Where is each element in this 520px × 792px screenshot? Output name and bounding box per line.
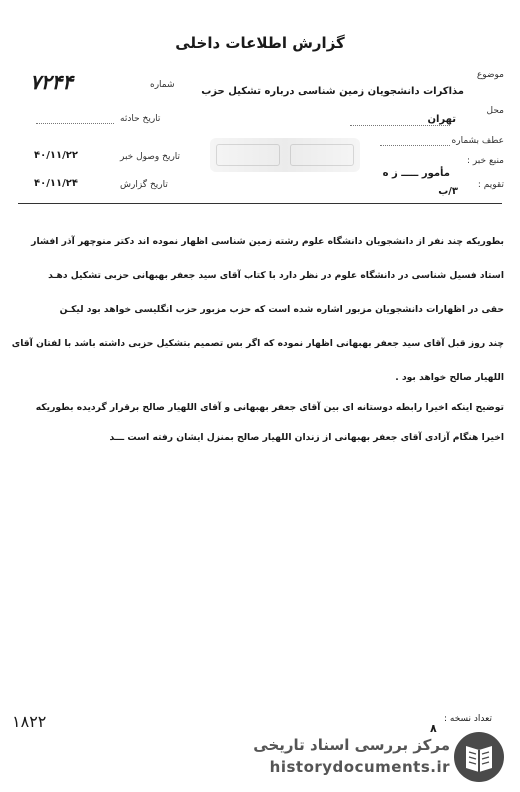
location-dots xyxy=(350,124,450,126)
margin-number: ۱۸۲۲ xyxy=(12,712,47,731)
reference-label: عطف بشماره xyxy=(451,136,504,146)
subject-label: موضوع xyxy=(476,70,504,80)
header-divider xyxy=(18,203,502,204)
subject-value: مذاکرات دانشجویان زمین شناسی درباره تشکیل حزب xyxy=(201,86,464,97)
source-label: منبع خبر : xyxy=(466,156,504,166)
number-label: شماره xyxy=(150,80,175,90)
body-line: توضیح اینکه اخیرا رابطه دوستانه ای بین آقای جعفر بهبهانی و آقای اللهیار صالح برقرار گردیده بطوریکه xyxy=(35,402,504,413)
watermark-title: مرکز بررسی اسناد تاریخی xyxy=(253,736,450,754)
evaluation-label: تقویم : xyxy=(477,180,504,190)
event-date-dots xyxy=(36,122,114,124)
body-line: استاد فسیل شناسی در دانشگاه علوم در نظر دارد با کتاب آقای سید جعفر بهبهانی حزبی تشکیل دهـد xyxy=(48,270,504,281)
location-value: تهران xyxy=(427,114,456,125)
location-label: محل xyxy=(486,106,504,116)
source-value: مأمور ـــــ ز ه xyxy=(382,168,450,179)
copies-value: ۸ xyxy=(430,722,437,735)
watermark-url: historydocuments.ir xyxy=(269,758,450,776)
receipt-date-value: ۴۰/۱۱/۲۲ xyxy=(34,150,78,161)
reference-dots xyxy=(380,144,450,146)
body-line: بطوریکه چند نفر از دانشجویان دانشگاه علوم رشته زمین شناسی اظهار نموده اند دکتر منوچهر آذر افشار xyxy=(31,236,504,247)
body-line: اللهیار صالح خواهد بود . xyxy=(395,372,504,383)
report-date-label: تاریخ گزارش xyxy=(120,180,168,190)
body-line: اخیرا هنگام آزادی آقای جعفر بهبهانی از زندان اللهیار صالح بمنزل ایشان رفته است ـــد xyxy=(109,432,504,443)
body-line: چند روز قبل آقای سید جعفر بهبهانی اظهار نموده که اگر بس تصمیم بتشکیل حزبی داشته باشد با لفتان آقای xyxy=(11,338,504,349)
evaluation-value: ۳/ب xyxy=(438,186,458,197)
report-date-value: ۴۰/۱۱/۲۴ xyxy=(34,178,78,189)
book-logo-icon xyxy=(452,730,506,784)
watermark xyxy=(240,728,510,788)
copies-label: تعداد نسخه : xyxy=(444,714,493,724)
report-title: گزارش اطلاعات داخلی xyxy=(175,34,345,52)
number-value: ۷۲۴۴ xyxy=(30,70,73,94)
event-date-label: تاریخ حادثه xyxy=(120,114,161,124)
faded-stamp xyxy=(210,138,360,172)
receipt-date-label: تاریخ وصول خبر xyxy=(120,152,181,162)
body-line: حقی در اظهارات دانشجویان مزبور اشاره شده است که حزب مزبور حزب انگلیسی خواهد بود لیکـن xyxy=(59,304,504,315)
